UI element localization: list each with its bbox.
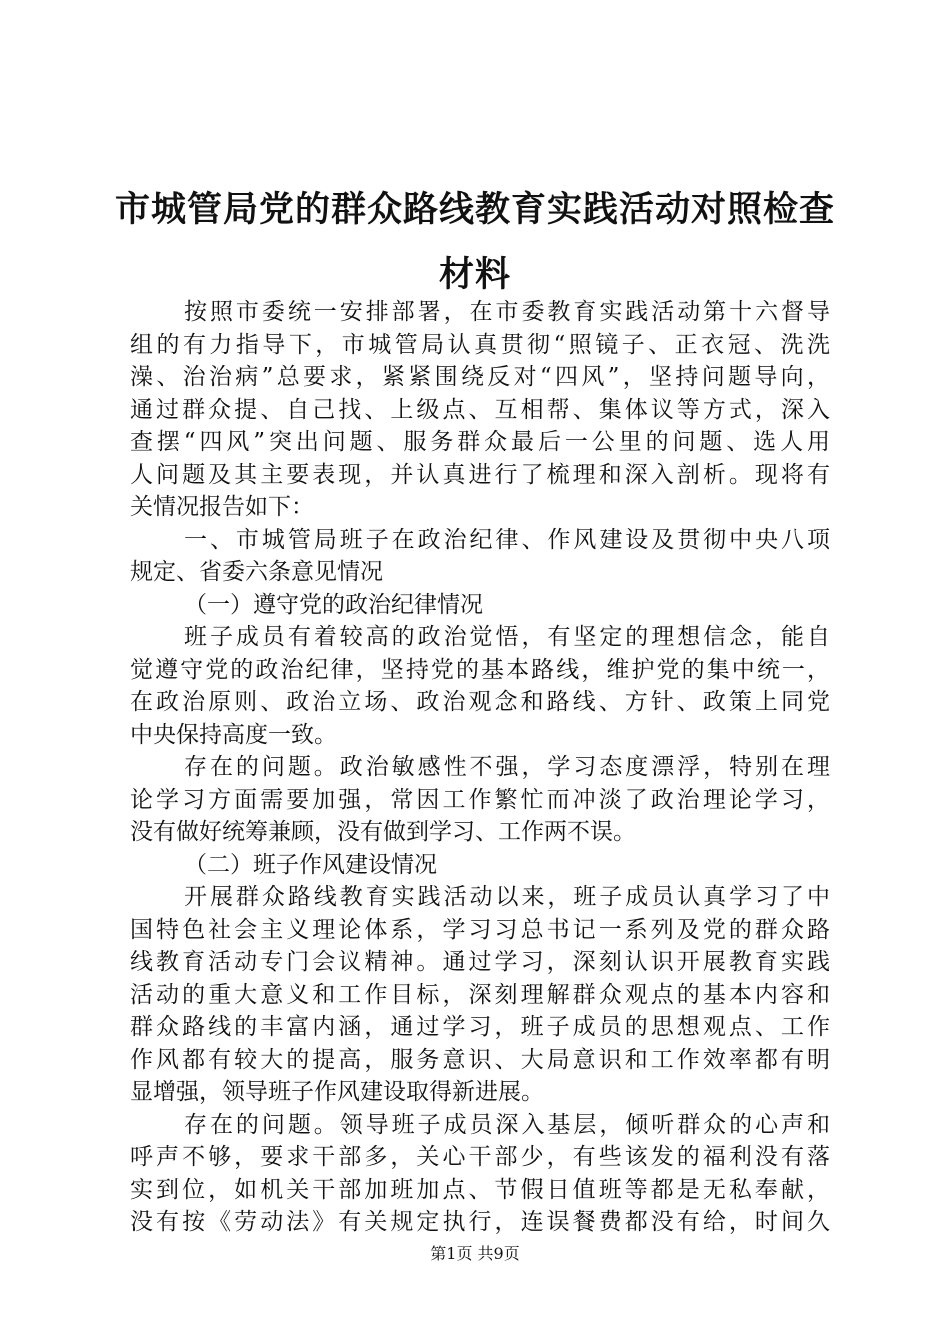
section-heading-line: 一、市城管局班子在政治纪律、作风建设及贯彻中央八项 <box>184 526 830 553</box>
paragraph-line: 组的有力指导下，市城管局认真贯彻“照镜子、正衣冠、洗洗 <box>130 331 830 358</box>
paragraph-line: 开展群众路线教育实践活动以来，班子成员认真学习了中 <box>184 884 830 910</box>
paragraph-line: 人问题及其主要表现，并认真进行了梳理和深入剖析。现将有 <box>130 461 830 488</box>
paragraph-line: 存在的问题。政治敏感性不强，学习态度漂浮，特别在理 <box>184 754 830 780</box>
paragraph-line: 国特色社会主义理论体系，学习习总书记一系列及党的群众路 <box>130 916 830 943</box>
section-heading-line: 规定、省委六条意见情况 <box>130 559 383 585</box>
page-number-footer: 第1页 共9页 <box>430 1244 520 1263</box>
paragraph-line: 中央保持高度一致。 <box>130 721 337 748</box>
paragraph-line: 按照市委统一安排部署，在市委教育实践活动第十六督导 <box>184 299 830 325</box>
paragraph-line: 查摆“四风”突出问题、服务群众最后一公里的问题、选人用 <box>130 429 830 455</box>
paragraph-line: 显增强，领导班子作风建设取得新进展。 <box>130 1079 544 1105</box>
paragraph-line: 作风都有较大的提高，服务意识、大局意识和工作效率都有明 <box>130 1046 830 1073</box>
paragraph-line: 呼声不够，要求干部多，关心干部少，有些该发的福利没有落 <box>130 1144 830 1170</box>
paragraph-line: 活动的重大意义和工作目标，深刻理解群众观点的基本内容和 <box>130 981 830 1008</box>
subsection-heading: （一）遵守党的政治纪律情况 <box>184 591 483 618</box>
paragraph-line: 通过群众提、自己找、上级点、互相帮、集体议等方式，深入 <box>130 396 830 423</box>
subsection-heading: （二）班子作风建设情况 <box>184 851 437 878</box>
paragraph-line: 存在的问题。领导班子成员深入基层，倾听群众的心声和 <box>184 1111 830 1138</box>
paragraph-line: 觉遵守党的政治纪律，坚持党的基本路线，维护党的集中统一， <box>130 656 830 683</box>
paragraph-line: 线教育活动专门会议精神。通过学习，深刻认识开展教育实践 <box>130 949 830 975</box>
document-body <box>130 296 830 1239</box>
paragraph-line: 澡、治治病”总要求，紧紧围绕反对“四风”，坚持问题导向， <box>130 364 830 390</box>
paragraph-line: 没有按《劳动法》有关规定执行，连误餐费都没有给，时间久 <box>130 1209 830 1235</box>
paragraph-line: 关情况报告如下： <box>130 494 314 520</box>
paragraph-line: 在政治原则、政治立场、政治观念和路线、方针、政策上同党 <box>130 689 830 715</box>
paragraph-line: 实到位，如机关干部加班加点、节假日值班等都是无私奉献， <box>130 1176 830 1203</box>
paragraph-line: 群众路线的丰富内涵，通过学习，班子成员的思想观点、工作 <box>130 1014 830 1040</box>
document-title-line-1: 市城管局党的群众路线教育实践活动对照检查 <box>114 190 835 230</box>
document-title-line-2: 材料 <box>438 255 511 295</box>
paragraph-line: 班子成员有着较高的政治觉悟，有坚定的理想信念，能自 <box>184 624 830 650</box>
paragraph-line: 没有做好统筹兼顾，没有做到学习、工作两不误。 <box>130 819 636 845</box>
paragraph-line: 论学习方面需要加强，常因工作繁忙而冲淡了政治理论学习， <box>130 786 830 813</box>
